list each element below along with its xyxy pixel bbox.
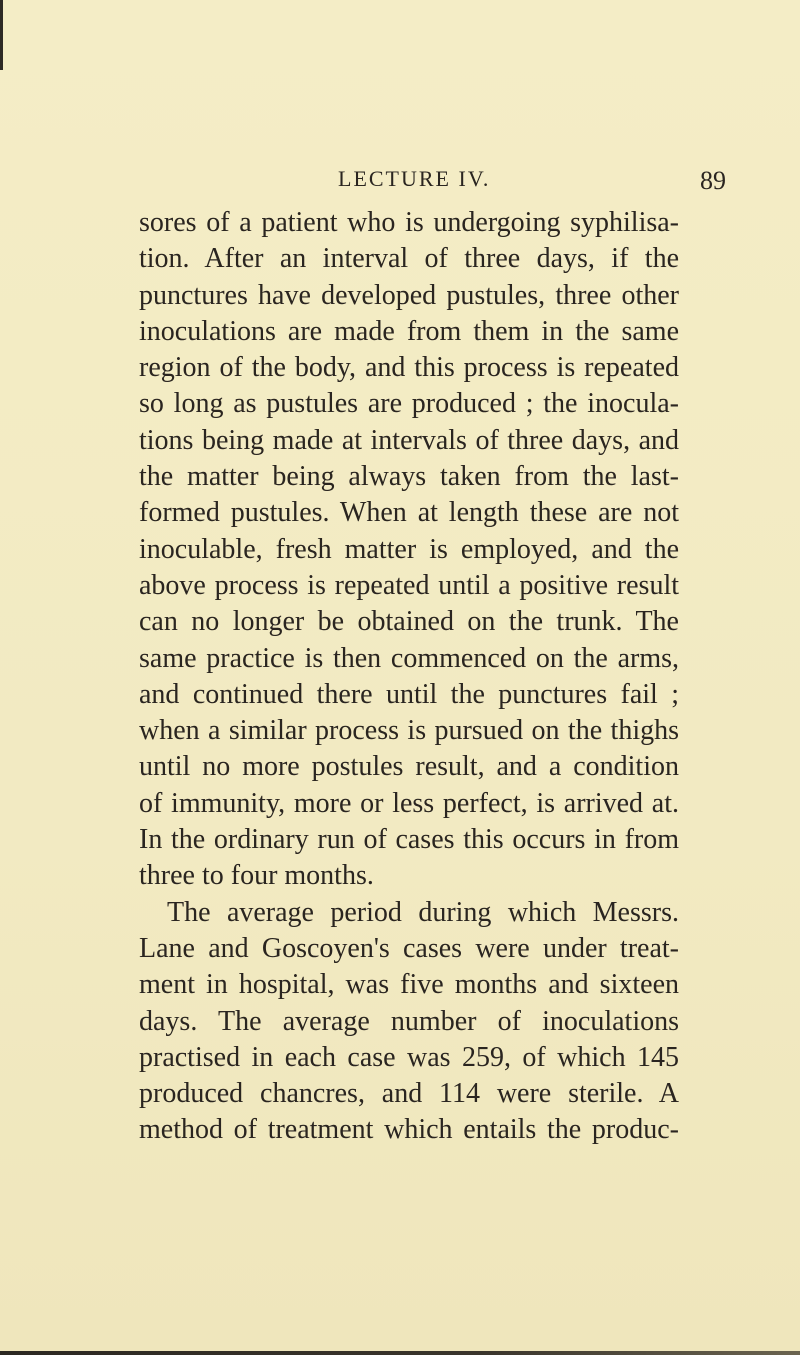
text-line: same practice is then commenced on the arms,	[139, 642, 679, 674]
body-text	[139, 205, 679, 1149]
text-line: when a similar process is pursued on the thighs	[139, 715, 679, 747]
text-line: of immunity, more or less perfect, is arrived at.	[139, 787, 679, 819]
text-line: produced chancres, and 114 were sterile. A	[139, 1078, 679, 1110]
text-line: inoculations are made from them in the same	[139, 315, 679, 347]
page-bottom-edge-shadow	[0, 1351, 800, 1355]
text-line: practised in each case was 259, of which 145	[139, 1041, 679, 1073]
text-line: days. The average number of inoculations	[139, 1005, 679, 1037]
text-line: In the ordinary run of cases this occurs in from	[139, 824, 679, 856]
text-line: the matter being always taken from the last-	[139, 461, 679, 493]
page-left-edge-shadow	[0, 0, 3, 70]
text-line: above process is repeated until a positive result	[139, 569, 679, 601]
text-line: three to four months.	[139, 860, 374, 892]
text-line: so long as pustules are produced ; the inocula-	[139, 388, 679, 420]
text-line: punctures have developed pustules, three other	[139, 279, 679, 311]
text-line: Lane and Goscoyen's cases were under treat-	[139, 932, 679, 964]
text-line: formed pustules. When at length these are not	[139, 497, 679, 529]
text-line: tion. After an interval of three days, if the	[139, 243, 679, 275]
text-line: method of treatment which entails the produc-	[139, 1114, 679, 1146]
running-head: LECTURE IV.	[338, 166, 491, 191]
text-line: can no longer be obtained on the trunk. The	[139, 606, 679, 638]
text-line: region of the body, and this process is repeated	[139, 352, 679, 384]
text-line: until no more postules result, and a condition	[139, 751, 679, 783]
text-line: inoculable, fresh matter is employed, and the	[139, 533, 679, 565]
text-line: sores of a patient who is undergoing syphilisa-	[139, 207, 679, 238]
text-line: ment in hospital, was five months and sixteen	[139, 969, 679, 1001]
page-header	[0, 166, 800, 206]
page-number: 89	[700, 166, 726, 195]
text-line: The average period during which Messrs.	[167, 896, 679, 928]
text-line: tions being made at intervals of three days, and	[139, 424, 679, 456]
text-line: and continued there until the punctures fail ;	[139, 678, 679, 710]
